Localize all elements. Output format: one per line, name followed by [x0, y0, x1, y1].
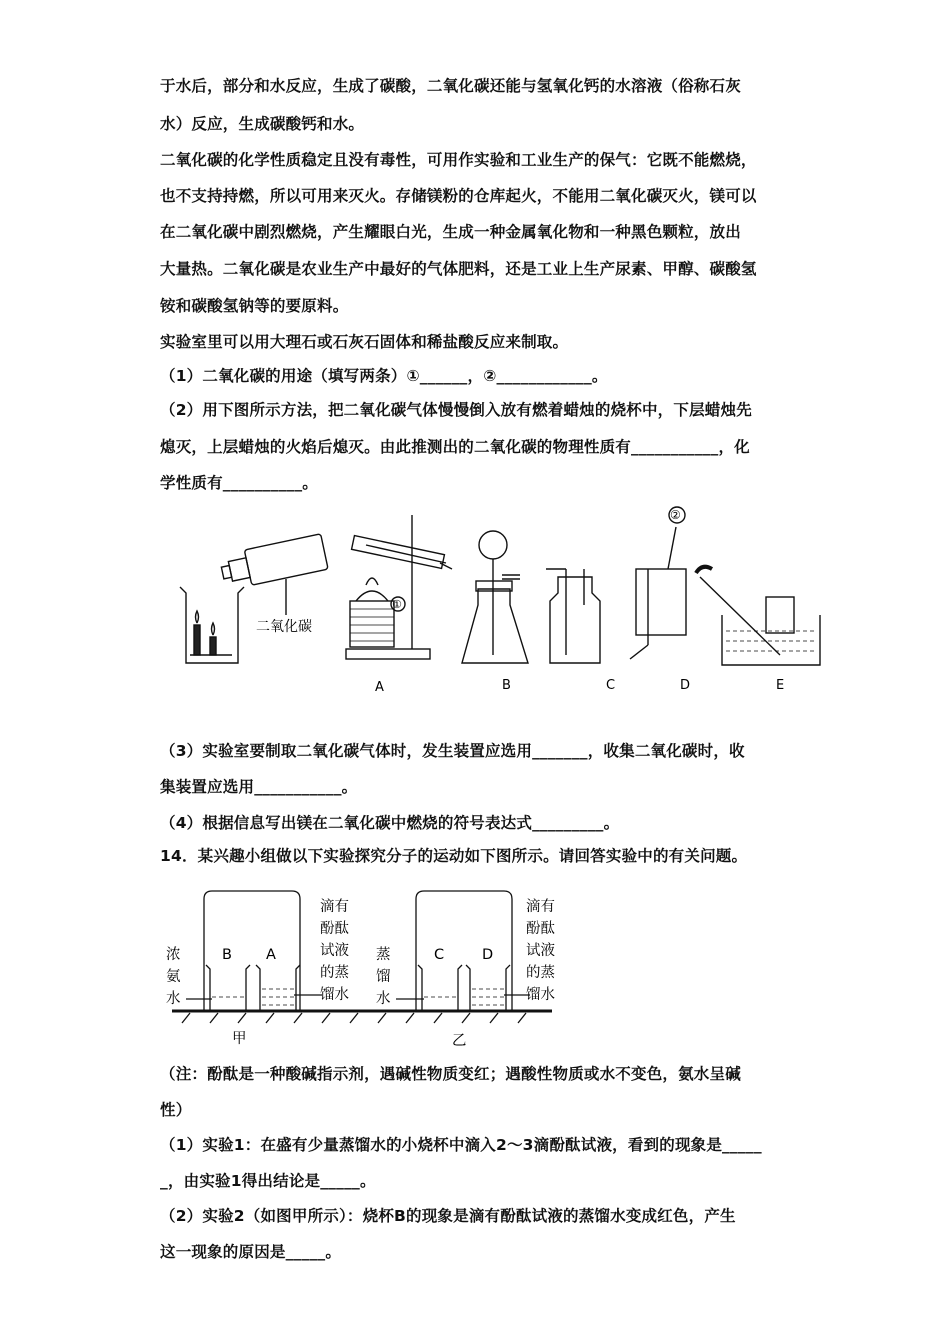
question-line: （1）二氧化碳的用途（填写两条）①______，②____________。 [160, 367, 608, 385]
bell-jar-right [416, 891, 512, 1011]
marker-1: ① [392, 598, 402, 611]
bell-jar-left [204, 891, 300, 1011]
question-line: 熄灭，上层蜡烛的火焰后熄灭。由此推测出的二氧化碳的物理性质有___________，化 [160, 438, 750, 456]
paragraph-line: 在二氧化碳中剧烈燃烧，产生耀眼白光，生成一种金属氧化物和一种黑色颗粒，放出 [160, 223, 741, 241]
paragraph-line: 于水后，部分和水反应，生成了碳酸，二氧化碳还能与氢氧化钙的水溶液（俗称石灰 [160, 77, 741, 95]
beaker-d [466, 965, 510, 1011]
apparatus-b [462, 531, 528, 663]
label-phenol2-3: 试液 [526, 943, 555, 959]
apparatus-c [546, 569, 600, 663]
question-line: 性） [160, 1101, 192, 1119]
question-line: （4）根据信息写出镁在二氧化碳中燃烧的符号表达式_________。 [160, 814, 620, 832]
label-b: B [502, 678, 511, 693]
label-phenol-1: 滴有 [320, 899, 349, 915]
paragraph-line: 铵和碳酸氢钠等的要原料。 [160, 297, 349, 315]
label-phenol-3: 试液 [320, 943, 349, 959]
question-line: （2）用下图所示方法，把二氧化碳气体慢慢倒入放有燃着蜡烛的烧杯中，下层蜡烛先 [160, 401, 752, 419]
beaker-label-b: B [222, 947, 232, 963]
caption-yi: 乙 [452, 1033, 467, 1049]
label-c: C [606, 678, 616, 693]
beaker-c [418, 965, 462, 1011]
candle-beaker [180, 587, 244, 663]
question-line: 这一现象的原因是_____。 [160, 1243, 342, 1261]
label-phenol2-2: 酚酞 [526, 921, 555, 937]
label-phenol2-4: 的蒸 [526, 965, 555, 981]
label-e: E [776, 678, 785, 693]
apparatus-figure [0, 505, 950, 705]
beaker-label-a: A [266, 947, 276, 963]
label-water-3: 水 [376, 991, 391, 1007]
label-water-1: 蒸 [376, 947, 391, 963]
beaker-label-c: C [434, 947, 445, 963]
label-ammonia-1: 浓 [166, 947, 181, 963]
label-phenol2-5: 馏水 [526, 987, 555, 1003]
marker-2: ② [670, 508, 681, 522]
paragraph-line: 二氧化碳的化学性质稳定且没有毒性，可用作实验和工业生产的保气：它既不能燃烧， [160, 151, 757, 169]
paragraph-line: 也不支持持燃，所以可用来灭火。存储镁粉的仓库起火，不能用二氧化碳灭火，镁可以 [160, 187, 757, 205]
co2-bottle [219, 534, 328, 591]
paragraph-line: 实验室里可以用大理石或石灰石固体和稀盐酸反应来制取。 [160, 333, 569, 351]
beaker-label-d: D [482, 947, 494, 963]
question-line: （3）实验室要制取二氧化碳气体时，发生装置应选用_______，收集二氧化碳时，收 [160, 742, 745, 760]
paragraph-line: 大量热。二氧化碳是农业生产中最好的气体肥料，还是工业上生产尿素、甲醇、碳酸氢 [160, 260, 757, 278]
apparatus-e [696, 567, 820, 665]
beaker-a [256, 965, 300, 1011]
label-ammonia-2: 氨 [166, 969, 181, 985]
label-ammonia-3: 水 [166, 991, 181, 1007]
beaker-b [206, 965, 250, 1011]
question-line: （2）实验2（如图甲所示）：烧杯B的现象是滴有酚酞试液的蒸馏水变成红色，产生 [160, 1207, 736, 1225]
question-line: 14．某兴趣小组做以下实验探究分子的运动如下图所示。请回答实验中的有关问题。 [160, 847, 748, 865]
label-d: D [680, 678, 691, 693]
question-line: _，由实验1得出结论是_____。 [160, 1172, 376, 1190]
paragraph-line: 水）反应，生成碳酸钙和水。 [160, 115, 365, 133]
co2-label: 二氧化碳 [256, 619, 312, 635]
label-phenol-5: 馏水 [320, 987, 349, 1003]
label-phenol-2: 酚酞 [320, 921, 349, 937]
question-line: （注：酚酞是一种酸碱指示剂，遇碱性物质变红；遇酸性物质或水不变色，氨水呈碱 [160, 1065, 741, 1083]
apparatus-a [346, 515, 452, 659]
label-phenol2-1: 滴有 [526, 899, 555, 915]
label-water-2: 馏 [376, 969, 391, 985]
question-line: （1）实验1：在盛有少量蒸馏水的小烧杯中滴入2～3滴酚酞试液，看到的现象是_____ [160, 1136, 762, 1154]
question-line: 学性质有__________。 [160, 474, 319, 492]
label-phenol-4: 的蒸 [320, 965, 349, 981]
apparatus-d [630, 507, 686, 659]
label-a: A [375, 680, 384, 695]
question-line: 集装置应选用___________。 [160, 778, 358, 796]
molecule-experiment-figure [0, 885, 950, 1055]
caption-jia: 甲 [232, 1031, 247, 1047]
